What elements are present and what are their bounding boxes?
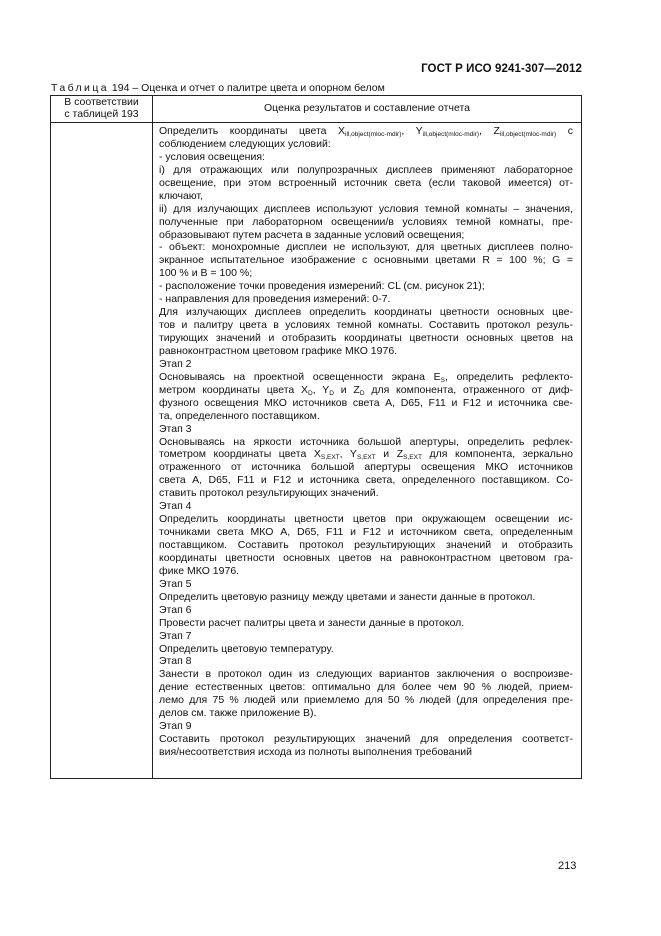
text-line [159, 461, 573, 474]
text-line [159, 345, 573, 358]
text-run: для компонента, зеркально [421, 448, 573, 461]
col1-cell [51, 123, 153, 779]
text-line [159, 448, 573, 461]
text-line [159, 591, 573, 604]
text-run: тометром координаты цвета X [159, 448, 321, 461]
text-line [159, 746, 573, 759]
text-line [159, 474, 573, 487]
text-run: вия/несоответствия исхода из полноты выполнения требований [159, 746, 473, 758]
text-run: Определить координаты цветности цветов при окружающем освещении ис- [159, 513, 573, 526]
text-run: полученные при лабораторном освещении/в условиях темной комнаты, пре- [159, 215, 573, 228]
text-run: и Z [333, 383, 360, 396]
text-line [159, 125, 573, 138]
text-line [159, 164, 573, 177]
text-run: Определить координаты цвета X [159, 125, 346, 137]
text-line [159, 526, 573, 539]
text-run: соблюдением следующих условий: [159, 137, 331, 150]
text-line [159, 410, 573, 423]
text-run: точниками света МКО A, D65, F11 и F12 и источником света, определенным [159, 526, 573, 539]
text-run: Основываясь на проектной освещенности экрана E [159, 370, 441, 383]
text-line [159, 319, 573, 332]
text-line [159, 384, 573, 397]
text-run: Этап 3 [159, 422, 192, 435]
text-run: тов и палитру цвета в условиях темной комнаты. Составить протокол резуль- [159, 319, 573, 332]
text-run: отраженного от источника большой апертуры освещения МКО источников [159, 461, 573, 474]
text-line [159, 177, 573, 190]
text-run: - направления для проведения измерений: 0-7. [159, 293, 391, 306]
table-row [51, 123, 582, 779]
col2-cell [153, 123, 582, 779]
text-line [159, 190, 573, 203]
col1-header [51, 96, 153, 123]
subscript: ill,object(mloc-mdir) [422, 131, 479, 138]
text-line [159, 655, 573, 668]
caption-title: 194 – Оценка и отчет о палитре цвета и опорном белом [108, 82, 385, 94]
text-run: Составить протокол результирующих значений для определения соответст- [159, 733, 573, 746]
text-run: ставить протокол результирующих значений. [159, 487, 379, 500]
text-run: фузного освещения МКО источников света A, D65, F11 и F12 и источника све- [159, 396, 573, 409]
text-line [159, 681, 573, 694]
text-line [159, 267, 573, 280]
text-line [159, 630, 573, 643]
text-run: дение естественных цветов: оптимально для более чем 90 % людей, прием- [159, 681, 573, 694]
text-line [159, 565, 573, 578]
table-header-row [51, 96, 582, 123]
text-line [159, 707, 573, 720]
text-run: и Z [375, 448, 404, 461]
text-line [159, 306, 573, 319]
text-line [159, 436, 573, 449]
text-run: освещение, при этом встроенный источник света (если таковой имеется) от- [159, 176, 573, 189]
text-run: ключают, [159, 189, 203, 202]
subscript: ill,object(mloc-mdir) [345, 131, 402, 138]
text-run: Этап 9 [159, 720, 192, 733]
subscript: ill,object(mloc-mdir) [499, 131, 557, 138]
text-run: , Z [479, 125, 500, 137]
col1-header-line: с таблицей 193 [64, 108, 139, 120]
text-line [159, 552, 573, 565]
text-run: , определить рефлекто- [445, 370, 573, 383]
text-line [159, 397, 573, 410]
text-line [159, 151, 573, 164]
text-line [159, 358, 573, 371]
text-line [159, 216, 573, 229]
text-run: Этап 8 [159, 655, 192, 668]
text-line [159, 241, 573, 254]
text-run: i) для отражающих или полупрозрачных дисплеев применяют лабораторное [159, 163, 573, 176]
text-line [159, 578, 573, 591]
text-line [159, 280, 573, 293]
text-run: для компонента, отраженного от диф- [364, 383, 573, 396]
text-run: 100 % и B = 100 %; [159, 267, 253, 280]
text-run: - объект: монохромные дисплеи не используют, для цветных дисплеев полно- [159, 241, 573, 254]
subscript: S,EXT [356, 454, 376, 462]
text-run: Определить цветовую температуру. [159, 642, 334, 655]
text-line [159, 604, 573, 617]
text-run: равноконтрастном цветовом графике МКО 1976. [159, 344, 398, 357]
text-run: метром координаты цвета X [159, 383, 309, 396]
text-run: фике МКО 1976. [159, 564, 240, 577]
text-line [159, 733, 573, 746]
text-line [159, 254, 573, 267]
text-run: Этап 5 [159, 577, 192, 590]
text-run: экранное испытательное изображение с основными цветами R = 100 %; G = [159, 254, 573, 267]
text-line [159, 643, 573, 656]
text-line [159, 617, 573, 630]
text-run: образовывают путем расчета в заданные условий освещения; [159, 228, 465, 241]
subscript: D [359, 389, 365, 397]
text-run: Занести в протокол один из следующих вариантов заключения о воспроизве- [159, 668, 573, 681]
text-run: Этап 4 [159, 500, 192, 513]
text-run: Этап 2 [159, 357, 192, 370]
text-line [159, 203, 573, 216]
text-run: Определить цветовую разницу между цветами и занести данные в протокол. [159, 590, 536, 603]
subscript: S,EXT [320, 454, 340, 462]
text-run: света A, D65, F11 и F12 и источника света, определенного поставщиком. Со- [159, 474, 573, 487]
document-header: ГОСТ Р ИСО 9241-307—2012 [421, 63, 582, 75]
text-run: та, определенного поставщиком. [159, 409, 320, 422]
table-caption [51, 82, 591, 94]
text-line [159, 371, 573, 384]
text-run: Провести расчет палитры цвета и занести данные в протокол. [159, 616, 465, 629]
evaluation-text [159, 125, 573, 759]
subscript: D [329, 389, 334, 397]
text-line [159, 229, 573, 242]
text-line [159, 694, 573, 707]
text-run: Для излучающих дисплеев определить координаты цветности основных цве- [159, 306, 573, 319]
text-line [159, 539, 573, 552]
caption-word: Таблица [51, 82, 109, 94]
col1-header-line: В соответствии [64, 96, 139, 109]
text-line [159, 423, 573, 436]
text-run: Этап 6 [159, 603, 192, 616]
text-run: лемо для 75 % людей или приемлемо для 50 % людей (для определения пре- [159, 694, 573, 707]
text-run: координаты цветности основных цветов на равноконтрастном цветовом гра- [159, 551, 573, 564]
text-line [159, 668, 573, 681]
subscript: S,EXT [403, 454, 422, 462]
text-run: Основываясь на яркости источника большой апертуры, определить рефлек- [159, 435, 573, 448]
text-run: , Y [401, 125, 423, 137]
text-run: тирующих значений и отобразить координаты цветности основных цветов на [159, 332, 573, 344]
text-run: - расположение точки проведения измерений: CL (см. рисунок 21); [159, 280, 485, 293]
text-run: поставщиком. Составить протокол результирующих значений и отобразить [159, 539, 573, 551]
text-line [159, 500, 573, 513]
text-line [159, 487, 573, 500]
text-line [159, 720, 573, 733]
text-line [159, 513, 573, 526]
text-run: делов см. также приложение В). [159, 707, 317, 720]
text-run: ii) для излучающих дисплеев используют условия темной комнаты – значения, [159, 202, 573, 215]
text-run: , Y [312, 383, 330, 396]
subscript: S [440, 376, 445, 384]
evaluation-table [50, 95, 582, 779]
text-line [159, 138, 573, 151]
text-run: Этап 7 [159, 629, 192, 642]
text-line [159, 332, 573, 345]
subscript: D [308, 389, 313, 397]
text-run: с [556, 125, 573, 137]
text-run: , Y [339, 448, 357, 461]
text-line [159, 293, 573, 306]
text-run: - условия освещения: [159, 150, 265, 163]
page-number: 213 [558, 860, 577, 872]
col2-header: Оценка результатов и составление отчета [153, 96, 582, 123]
